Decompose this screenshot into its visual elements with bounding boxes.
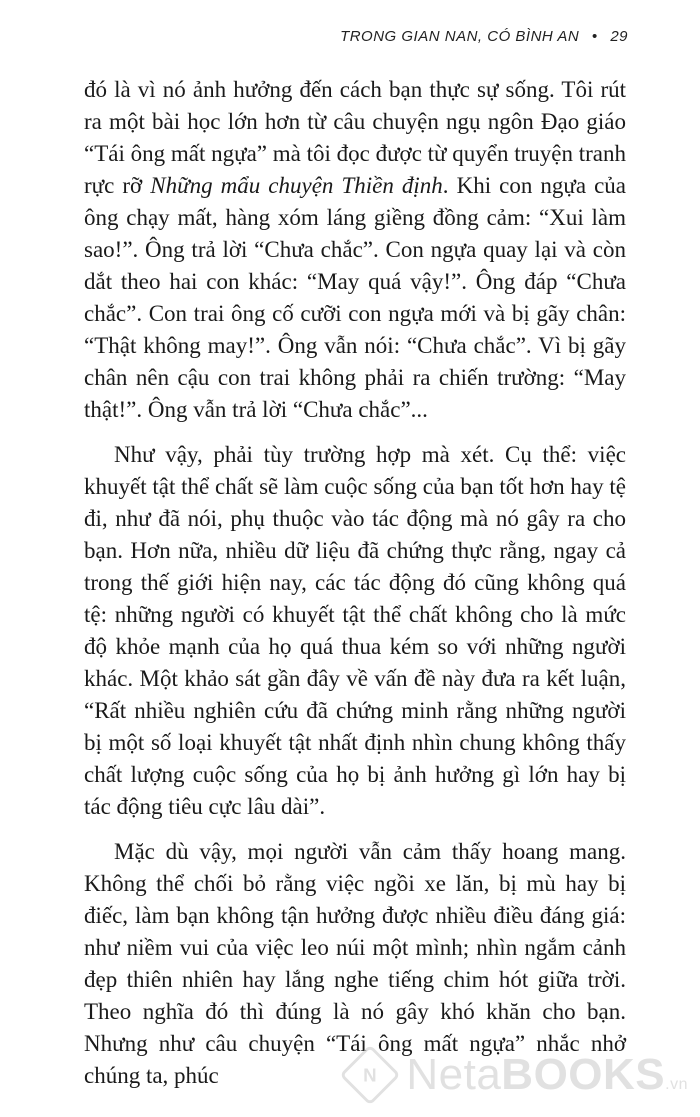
- watermark-name-light: Neta: [406, 1050, 502, 1099]
- watermark-suffix: .vn: [665, 1076, 688, 1093]
- paragraph-1-start: đó là vì nó ảnh hưởng đến cách bạn thực sự sống. Tôi rút ra một bài học lớn hơn từ câu chuyện ngụ ngôn Đạo giáo “Tái ông mất ngựa” mà tôi đọc được từ quyển truyện tranh rực rỡ: [84, 77, 626, 198]
- logo-letter: N: [363, 1063, 378, 1086]
- paragraph-3: Mặc dù vậy, mọi người vẫn cảm thấy hoang mang. Không thể chối bỏ rằng việc ngồi xe lăn, bị mù hay bị điếc, làm bạn không tận hưởng được nhiều điều đáng giá: như niềm vui của việc leo núi một mình; nhìn ngắm cảnh đẹp thiên nhiên hay lắng nghe tiếng chim hót giữa trời. Theo nghĩa đó thì đúng là nó gây khó khăn cho bạn. Nhưng như câu chuyện “Tái ông mất ngựa” nhắc nhở chúng ta, phúc: [84, 839, 626, 1088]
- running-head: [340, 28, 628, 45]
- page-number: 29: [610, 28, 628, 45]
- paragraph-1: [84, 74, 626, 426]
- watermark-name-bold: BOOKS: [501, 1050, 666, 1099]
- netabooks-logo-icon: [340, 1044, 401, 1105]
- book-title-emphasis: Những mẩu chuyện Thiền định: [150, 173, 443, 198]
- watermark-text: [406, 1050, 688, 1100]
- running-head-bullet: •: [591, 28, 598, 45]
- body-text: [84, 74, 626, 1105]
- paragraph-2: Như vậy, phải tùy trường hợp mà xét. Cụ thể: việc khuyết tật thể chất sẽ làm cuộc sống của bạn tốt hơn hay tệ đi, như đã nói, phụ thuộc vào tác động mà nó gây ra cho bạn. Hơn nữa, nhiều dữ liệu đã chứng thực rằng, ngay cả trong thế giới hiện nay, các tác động đó cũng không quá tệ: những người có khuyết tật thể chất không cho là mức độ khỏe mạnh của họ quá thua kém so với những người khác. Một khảo sát gần đây về vấn đề này đưa ra kết luận, “Rất nhiều nghiên cứu đã chứng minh rằng những người bị một số loại khuyết tật nhất định nhìn chung không thấy chất lượng cuộc sống của họ bị ảnh hưởng gì lớn hay bị tác động tiêu cực lâu dài”.: [84, 442, 626, 819]
- paragraph-1-end: . Khi con ngựa của ông chạy mất, hàng xóm láng giềng đồng cảm: “Xui làm sao!”. Ông trả lời “Chưa chắc”. Con ngựa quay lại và còn dắt theo hai con khác: “May quá vậy!”. Ông đáp “Chưa chắc”. Con trai ông cố cưỡi con ngựa mới và bị gãy chân: “Thật không may!”. Ông vẫn nói: “Chưa chắc”. Vì bị gãy chân nên cậu con trai không phải ra chiến trường: “May thật!”. Ông vẫn trả lời “Chưa chắc”...: [84, 173, 626, 422]
- netabooks-watermark: [340, 1045, 688, 1105]
- running-head-title: TRONG GIAN NAN, CÓ BÌNH AN: [340, 28, 580, 45]
